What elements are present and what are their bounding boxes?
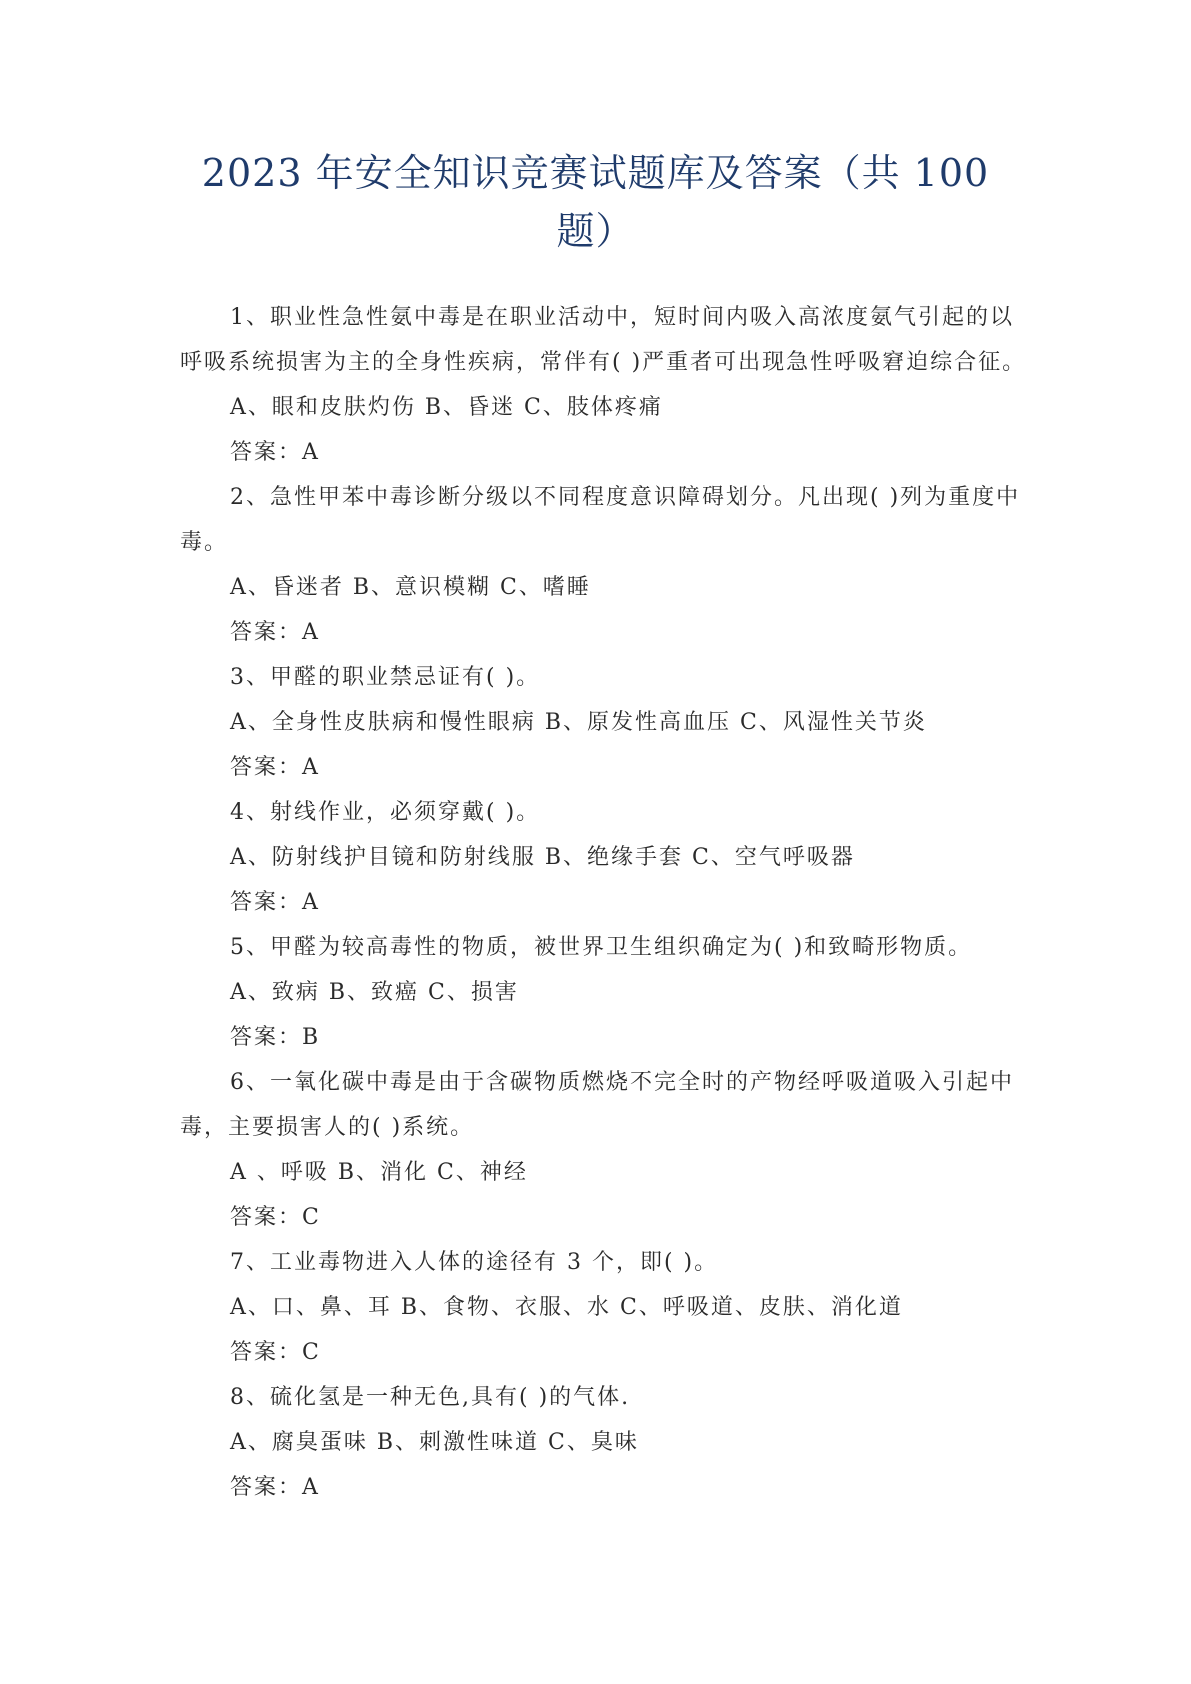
text-line: 1、职业性急性氨中毒是在职业活动中，短时间内吸入高浓度氨气引起的以 (230, 305, 1014, 330)
text-line: 答案：C (230, 1340, 321, 1365)
text-line: 8、硫化氢是一种无色,具有( )的气体. (230, 1385, 631, 1410)
title-line-2: 题） (556, 209, 635, 253)
text-line: 答案：A (230, 620, 320, 645)
text-line: 答案：A (230, 440, 320, 465)
text-line: 毒，主要损害人的( )系统。 (180, 1115, 475, 1140)
text-line: A、腐臭蛋味 B、刺激性味道 C、臭味 (230, 1430, 639, 1455)
text-line: A 、呼吸 B、消化 C、神经 (230, 1160, 528, 1185)
text-line: A、致病 B、致癌 C、损害 (230, 980, 519, 1005)
text-line: 2、急性甲苯中毒诊断分级以不同程度意识障碍划分。凡出现( )列为重度中 (230, 485, 1021, 510)
title-line-1: 2023 年安全知识竞赛试题库及答案（共 100 (201, 151, 990, 195)
text-line: A、眼和皮肤灼伤 B、昏迷 C、肢体疼痛 (230, 395, 663, 420)
text-line: 答案：C (230, 1205, 321, 1230)
text-line: 答案：B (230, 1025, 321, 1050)
text-line: 6、一氧化碳中毒是由于含碳物质燃烧不完全时的产物经呼吸道吸入引起中 (230, 1070, 1014, 1095)
text-line: 3、甲醛的职业禁忌证有( )。 (230, 665, 541, 690)
text-line: 7、工业毒物进入人体的途径有 3 个，即( )。 (230, 1250, 719, 1275)
text-line: A、全身性皮肤病和慢性眼病 B、原发性高血压 C、风湿性关节炎 (230, 710, 927, 735)
text-line: 5、甲醛为较高毒性的物质，被世界卫生组织确定为( )和致畸形物质。 (230, 935, 973, 960)
text-line: 答案：A (230, 890, 320, 915)
text-line: 答案：A (230, 755, 320, 780)
text-line: 答案：A (230, 1475, 320, 1500)
text-line: 呼吸系统损害为主的全身性疾病，常伴有( )严重者可出现急性呼吸窘迫综合征。 (180, 350, 1027, 375)
text-line: A、口、鼻、耳 B、食物、衣服、水 C、呼吸道、皮肤、消化道 (230, 1295, 903, 1320)
text-line: 毒。 (180, 530, 229, 555)
text-line: A、防射线护目镜和防射线服 B、绝缘手套 C、空气呼吸器 (230, 845, 855, 870)
document-title (170, 144, 1021, 260)
text-line: 4、射线作业，必须穿戴( )。 (230, 800, 541, 825)
text-line: A、昏迷者 B、意识模糊 C、嗜睡 (230, 575, 591, 600)
document-body (180, 295, 1027, 1510)
